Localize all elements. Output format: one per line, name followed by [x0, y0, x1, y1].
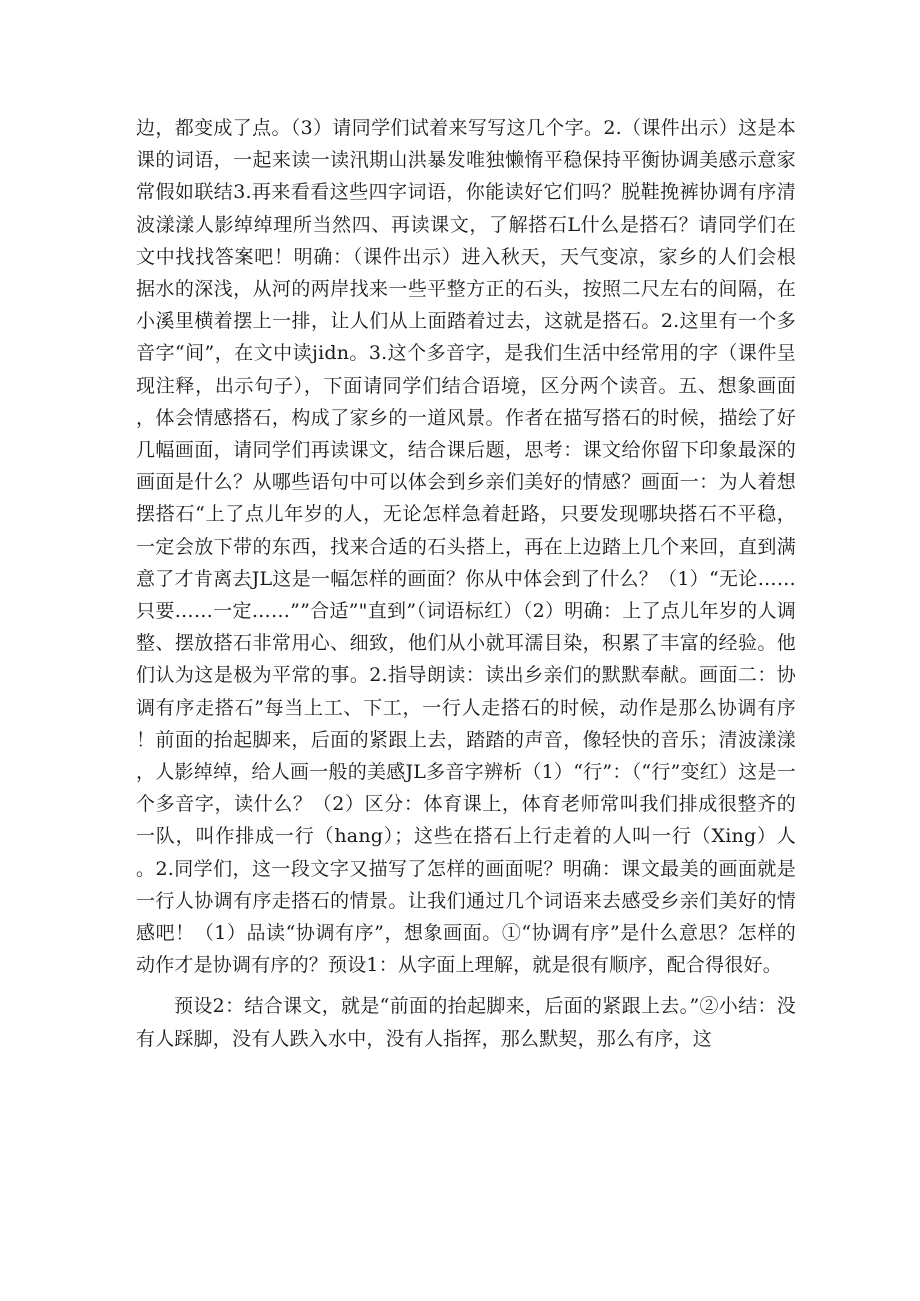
paragraph-preset-2: 预设2：结合课文，就是“前面的抬起脚来，后面的紧跟上去。”②小结：没有人踩脚，没有人跌入水中，没有人指挥，那么默契，那么有序，这 [136, 995, 796, 1050]
body-text [136, 112, 796, 1055]
paragraph-main: 边，都变成了点。（3）请同学们试着来写写这几个字。2.（课件出示）这是本课的词语，一起来读一读汛期山洪暴发唯独懒惰平稳保持平衡协调美感示意家常假如联结3.再来看看这些四字词语，你能读好它们吗？脱鞋挽裤协调有序清波漾漾人影绰绰理所当然四、再读课文，了解搭石L什么是搭石？请同学们在文中找找答案吧！明确：（课件出示）进入秋天，天气变凉，家乡的人们会根据水的深浅，从河的两岸找来一些平整方正的石头，按照二尺左右的间隔，在小溪里横着摆上一排，让人们从上面踏着过去，这就是搭石。2.这里有一个多音字“间”，在文中读jidn。3.这个多音字，是我们生活中经常用的字（课件呈现注释，出示句子），下面请同学们结合语境，区分两个读音。五、想象画面，体会情感搭石，构成了家乡的一道风景。作者在描写搭石的时候，描绘了好几幅画面，请同学们再读课文，结合课后题，思考：课文给你留下印象最深的画面是什么？从哪些语句中可以体会到乡亲们美好的情感？画面一：为人着想摆搭石“上了点儿年岁的人，无论怎样急着赶路，只要发现哪块搭石不平稳，一定会放下带的东西，找来合适的石头搭上，再在上边踏上几个来回，直到满意了才肯离去JL这是一幅怎样的画面？你从中体会到了什么？（1）“无论……只要……一定……””合适”"直到”（词语标红）（2）明确：上了点儿年岁的人调整、摆放搭石非常用心、细致，他们从小就耳濡目染，积累了丰富的经验。他们认为这是极为平常的事。2.指导朗读：读出乡亲们的默默奉献。画面二：协调有序走搭石”每当上工、下工，一行人走搭石的时候，动作是那么协调有序！前面的抬起脚来，后面的紧跟上去，踏踏的声音，像轻快的音乐；清波漾漾，人影绰绰，给人画一般的美感JL多音字辨析（1）“行”：（“行”变红）这是一个多音字，读什么？（2）区分：体育课上，体育老师常叫我们排成很整齐的一队，叫作排成一行（hang）；这些在搭石上行走着的人叫一行（Xing）人。2.同学们，这一段文字又描写了怎样的画面呢？明确：课文最美的画面就是一行人协调有序走搭石的情景。让我们通过几个词语来去感受乡亲们美好的情感吧！（1）品读“协调有序”，想象画面。①“协调有序”是什么意思？怎样的动作才是协调有序的？预设1：从字面上理解，就是很有顺序，配合得很好。 [136, 117, 796, 977]
